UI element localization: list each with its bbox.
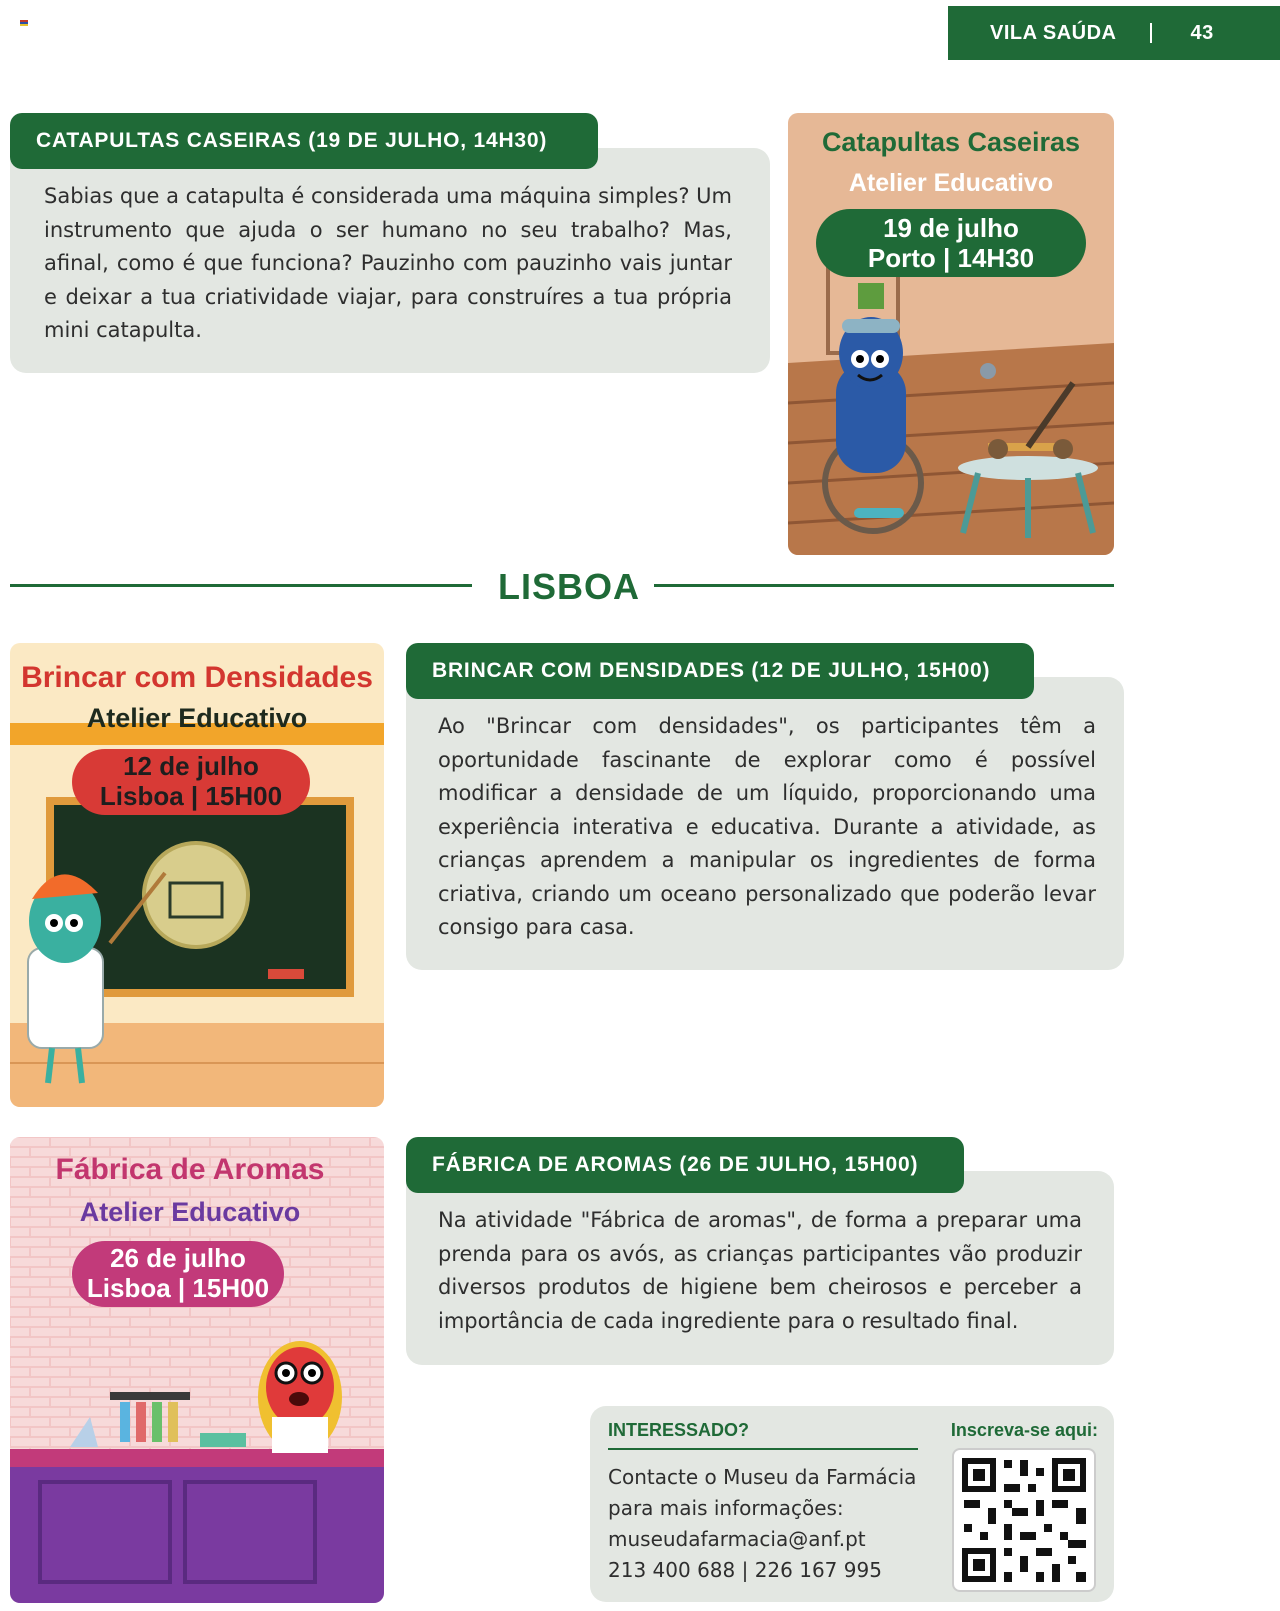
densidades-poster-date: 12 de julho [123,751,259,781]
densidades-text: Ao "Brincar com densidades", os participantes têm a oportunidade fascinante de explorar como é possível modificar a densidade de um líquido, proporcionando uma experiência interativa e educativa. Durante a atividade, as crianças aprendem a manipular os ingredientes de forma criativa, criando um oceano personalizado que poderão levar consigo para casa. [438,714,1096,939]
catapultas-text: Sabias que a catapulta é considerada uma máquina simples? Um instrumento que ajuda o ser humano no seu trabalho? Mas, afinal, como é que funciona? Pauzinho com pauzinho vais juntar e deixar a tua criatividade viajar, para construíres a tua própria mini catapulta. [44,184,732,342]
aromas-poster-date: 26 de julho [110,1243,246,1273]
qr-label: Inscreva-se aqui: [950,1420,1098,1440]
catapultas-poster [788,113,1114,555]
contact-info [608,1462,916,1586]
section-divider-right [654,584,1114,587]
densidades-poster [10,643,384,1107]
contact-label: INTERESSADO? [608,1420,750,1440]
contact-line-1: Contacte o Museu da Farmácia [608,1465,917,1489]
contact-box [590,1406,1114,1602]
qr-code[interactable] [952,1448,1096,1592]
contact-email[interactable]: museudafarmacia@anf.pt [608,1527,866,1551]
densidades-poster-place-time: Lisboa | 15H00 [99,781,283,811]
catapultas-poster-title: Catapultas Caseiras [821,127,1081,157]
magazine-title: VILA SAÚDA [990,21,1117,44]
aromas-heading: FÁBRICA DE AROMAS (26 DE JULHO, 15H00) [406,1137,964,1193]
section-divider-left [10,584,472,587]
catapultas-heading: CATAPULTAS CASEIRAS (19 DE JULHO, 14H30) [10,113,598,169]
catapultas-poster-place-time: Porto | 14H30 [867,243,1035,273]
contact-phones: 213 400 688 | 226 167 995 [608,1558,882,1582]
aromas-poster-subtitle: Atelier Educativo [79,1197,301,1227]
aromas-poster-title: Fábrica de Aromas [55,1153,325,1186]
densidades-poster-subtitle: Atelier Educativo [86,703,308,733]
aromas-poster-place-time: Lisboa | 15H00 [86,1273,270,1303]
contact-rule [608,1448,918,1450]
aromas-text: Na atividade "Fábrica de aromas", de forma a preparar uma prenda para os avós, as crianças participantes vão produzir diversos produtos de higiene bem cheirosos e perceber a importância de cada ingrediente para o resultado final. [438,1208,1082,1333]
flag-icon [20,20,28,26]
header-tab [948,6,1280,60]
aromas-poster [10,1137,384,1603]
densidades-poster-title: Brincar com Densidades [21,661,373,694]
header-separator [1150,23,1152,43]
densidades-heading: BRINCAR COM DENSIDADES (12 DE JULHO, 15H00) [406,643,1034,699]
page-number: 43 [1190,21,1214,44]
catapultas-poster-date: 19 de julho [883,213,1019,243]
section-title: LISBOA [498,566,641,607]
contact-line-2: para mais informações: [608,1496,844,1520]
catapultas-poster-subtitle: Atelier Educativo [848,169,1054,197]
